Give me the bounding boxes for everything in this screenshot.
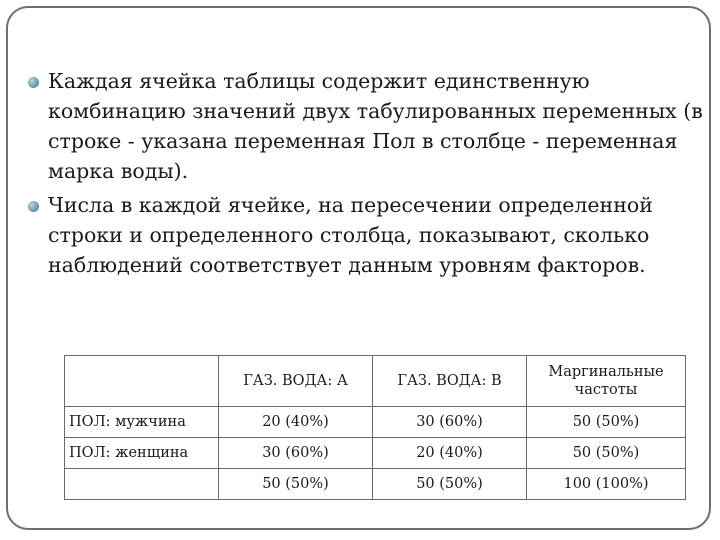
table-cell: 100 (100%) — [527, 469, 686, 500]
table-header-cell — [65, 356, 219, 407]
table-cell: 50 (50%) — [527, 438, 686, 469]
bullet-text: Числа в каждой ячейке, на пересечении определенной строки и определенного столбца, показывают, сколько наблюдений соответствует данным уровням факторов. — [48, 193, 653, 277]
bullet-list — [24, 66, 704, 284]
table-cell: 30 (60%) — [373, 407, 527, 438]
bullet-item — [24, 66, 704, 186]
table-cell: ПОЛ: женщина — [65, 438, 219, 469]
bullet-item — [24, 190, 704, 280]
table-cell: 50 (50%) — [373, 469, 527, 500]
table-cell: 50 (50%) — [219, 469, 373, 500]
bullet-text: Каждая ячейка таблицы содержит единственную комбинацию значений двух табулированных переменных (в строке - указана переменная Пол в столбце - переменная марка воды). — [48, 69, 703, 183]
table-header-row — [65, 356, 686, 407]
bullet-dot-icon — [28, 201, 39, 212]
table-cell: 20 (40%) — [219, 407, 373, 438]
table-cell — [65, 469, 219, 500]
table-header-cell: ГАЗ. ВОДА: А — [219, 356, 373, 407]
table-cell: ПОЛ: мужчина — [65, 407, 219, 438]
bullet-dot-icon — [28, 77, 39, 88]
table-cell: 30 (60%) — [219, 438, 373, 469]
contingency-table — [64, 355, 686, 500]
table-cell: 50 (50%) — [527, 407, 686, 438]
table-row — [65, 469, 686, 500]
table-row — [65, 438, 686, 469]
table-row — [65, 407, 686, 438]
table-header-cell: ГАЗ. ВОДА: В — [373, 356, 527, 407]
marginal-header-text: Маргинальные частоты — [548, 364, 664, 398]
table-cell: 20 (40%) — [373, 438, 527, 469]
table-header-cell — [527, 356, 686, 407]
